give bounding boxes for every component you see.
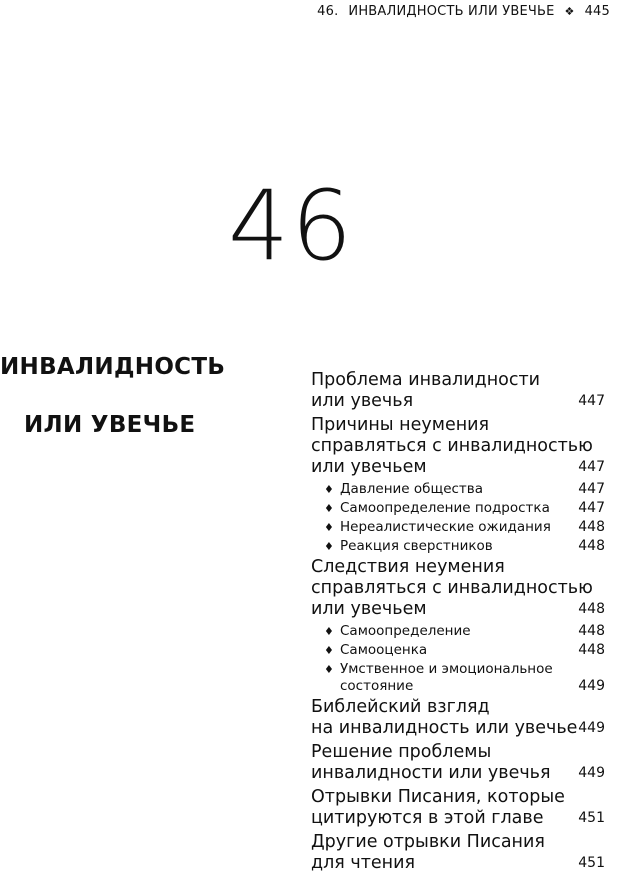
toc-entry-page: 448 xyxy=(578,601,605,617)
toc-entry-line: Библейский взгляд xyxy=(311,697,490,717)
diamond-bullet-icon: ♦ xyxy=(324,625,334,638)
toc-subentry xyxy=(311,519,607,536)
header-chapter-label: 46. xyxy=(317,3,339,19)
chapter-title-line-2: ИЛИ УВЕЧЬЕ xyxy=(24,412,196,438)
toc-subentry xyxy=(311,500,607,517)
toc-subentry-line: Нереалистические ожидания xyxy=(340,519,551,535)
header-page-number: 445 xyxy=(584,3,610,19)
toc-entry-line: инвалидности или увечья xyxy=(311,763,551,783)
diamond-bullet-icon: ♦ xyxy=(324,483,334,496)
toc-entry xyxy=(311,832,607,874)
toc-entry-page: 447 xyxy=(578,393,605,409)
chapter-title-line-1: ИНВАЛИДНОСТЬ xyxy=(0,354,226,380)
toc-subentry-page: 449 xyxy=(578,678,605,694)
running-header xyxy=(317,0,610,22)
toc-subentry xyxy=(311,481,607,498)
toc-entry xyxy=(311,557,607,620)
toc-subentry-line: Самоопределение подростка xyxy=(340,500,550,516)
toc-entry xyxy=(311,742,607,784)
toc-entry-page: 449 xyxy=(578,720,605,736)
toc-subentry xyxy=(311,642,607,659)
toc-subentry-page: 447 xyxy=(578,500,605,516)
diamond-bullet-icon: ♦ xyxy=(324,502,334,515)
toc-entry-line: Отрывки Писания, которые xyxy=(311,787,565,807)
toc-entry-page: 449 xyxy=(578,765,605,781)
toc-subentry-page: 448 xyxy=(578,538,605,554)
toc-entry xyxy=(311,415,607,478)
toc-subentry-line: Самооценка xyxy=(340,642,428,658)
toc-entry-line: или увечьем xyxy=(311,457,427,477)
toc-entry-page: 451 xyxy=(578,810,605,826)
toc-subentry-line: состояние xyxy=(340,678,414,694)
toc-subentry xyxy=(311,661,607,695)
toc-subentry-page: 447 xyxy=(578,481,605,497)
toc-entry-line: или увечья xyxy=(311,391,414,411)
toc-subentry-page: 448 xyxy=(578,642,605,658)
toc-subentry xyxy=(311,623,607,640)
toc-entry-line: на инвалидность или увечье xyxy=(311,718,578,738)
toc-entry-line: Причины неумения xyxy=(311,415,490,435)
toc-entry-line: или увечьем xyxy=(311,599,427,619)
toc-entry-line: справляться с инвалидностью xyxy=(311,578,593,598)
chapter-number: 46 xyxy=(228,170,355,282)
toc-subentry xyxy=(311,538,607,555)
header-running-title: ИНВАЛИДНОСТЬ ИЛИ УВЕЧЬЕ xyxy=(348,3,555,19)
diamond-bullet-icon: ♦ xyxy=(324,540,334,553)
toc-subentry-line: Самоопределение xyxy=(340,623,471,639)
toc-entry-line: Другие отрывки Писания xyxy=(311,832,545,852)
toc-entry xyxy=(311,697,607,739)
toc-subentry-page: 448 xyxy=(578,519,605,535)
toc-entry xyxy=(311,787,607,829)
toc-entry-line: для чтения xyxy=(311,853,416,873)
diamond-bullet-icon: ♦ xyxy=(324,663,334,676)
toc-entry-line: цитируются в этой главе xyxy=(311,808,544,828)
toc-subentry-line: Умственное и эмоциональное xyxy=(340,661,553,677)
toc-entry-line: Решение проблемы xyxy=(311,742,492,762)
toc-entry-line: Проблема инвалидности xyxy=(311,370,541,390)
toc-entry-line: Следствия неумения xyxy=(311,557,505,577)
toc-subentry-page: 448 xyxy=(578,623,605,639)
toc-subentry-line: Реакция сверстников xyxy=(340,538,493,554)
diamond-bullet-icon: ♦ xyxy=(324,644,334,657)
toc-entry-page: 451 xyxy=(578,855,605,871)
toc-subentry-line: Давление общества xyxy=(340,481,484,497)
toc-entry-line: справляться с инвалидностью xyxy=(311,436,593,456)
diamond-ornament-icon: ❖ xyxy=(564,4,575,18)
toc-entry xyxy=(311,370,607,412)
diamond-bullet-icon: ♦ xyxy=(324,521,334,534)
table-of-contents xyxy=(311,370,607,877)
toc-entry-page: 447 xyxy=(578,459,605,475)
